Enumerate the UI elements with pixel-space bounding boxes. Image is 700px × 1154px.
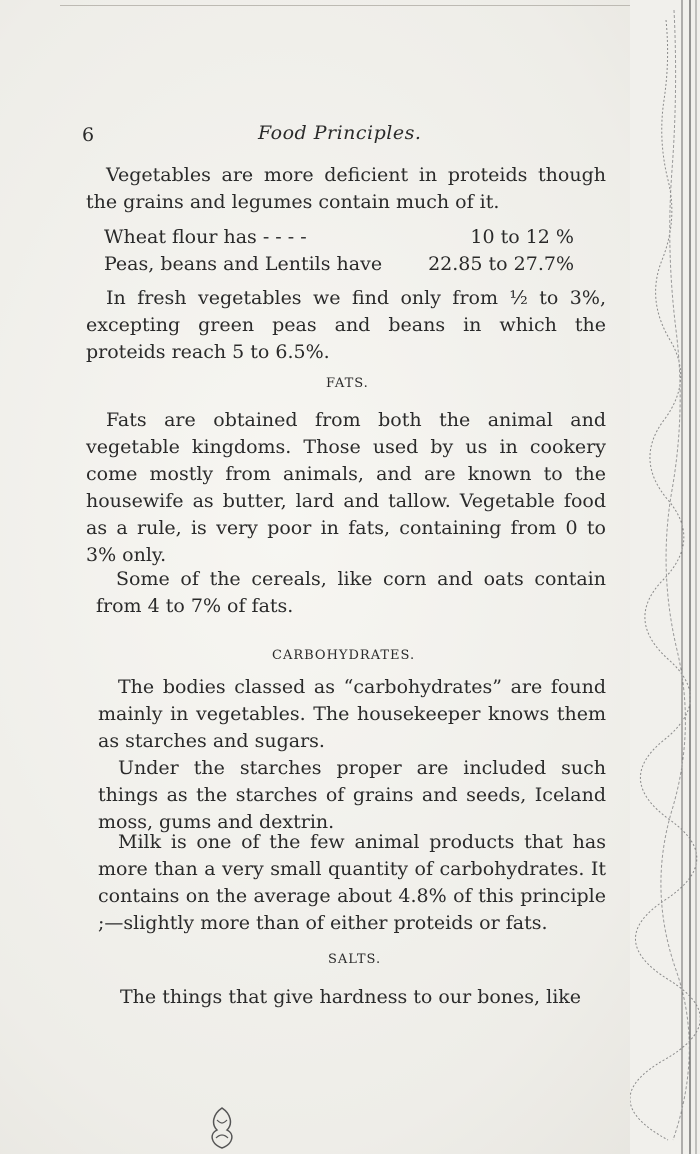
paragraph-text: Vegetables are more deficient in proteids though the grains and legumes contain much of it. bbox=[86, 164, 606, 213]
paragraph-text: Fats are obtained from both the animal and vegetable kingdoms. Those used by us in cookery come mostly from animals, and are known to the housewife as butter, lard and tallow. Vegetable food as a rule, is very poor in fats, containing from 0 to 3% only. bbox=[86, 409, 606, 566]
paragraph-text: Under the starches proper are included such things as the starches of grains and seeds, Iceland moss, gums and dextrin. bbox=[98, 757, 606, 833]
paragraph-carbo-3 bbox=[98, 829, 606, 937]
table-label: Wheat flour has - - - - bbox=[104, 226, 307, 248]
table-value: 22.85 to 27.7% bbox=[428, 253, 574, 275]
proteid-table bbox=[104, 224, 574, 278]
binding-gutter bbox=[630, 0, 700, 1154]
section-heading-carbohydrates: CARBOHYDRATES. bbox=[272, 648, 416, 663]
paragraph-text: Milk is one of the few animal products that has more than a very small quantity of carbohydrates. It contains on the average about 4.8% of this principle ;—slightly more than of either proteids or fats. bbox=[98, 831, 606, 934]
paragraph-text: In fresh vegetables we find only from ½ to 3%, excepting green peas and beans in which the proteids reach 5 to 6.5%. bbox=[86, 287, 606, 363]
running-head: Food Principles. bbox=[258, 122, 422, 144]
paragraph-proteids-vegetables bbox=[86, 162, 606, 216]
table-row bbox=[104, 251, 574, 278]
paragraph-carbo-2 bbox=[98, 755, 606, 836]
table-label: Peas, beans and Lentils have bbox=[104, 253, 383, 275]
section-heading-salts: SALTS. bbox=[328, 952, 382, 967]
paragraph-fresh-vegetables bbox=[86, 285, 606, 366]
paragraph-fats-1 bbox=[86, 407, 606, 569]
paragraph-salts-1 bbox=[100, 984, 606, 1011]
paragraph-text: The things that give hardness to our bones, like bbox=[120, 986, 582, 1008]
paragraph-fats-2 bbox=[96, 566, 606, 620]
printer-ornament-icon bbox=[205, 1106, 239, 1150]
table-value: 10 to 12 % bbox=[470, 226, 574, 248]
page-number: 6 bbox=[82, 124, 95, 146]
paragraph-text: The bodies classed as “carbohydrates” are found mainly in vegetables. The housekeeper knows them as starches and sugars. bbox=[98, 676, 606, 752]
top-edge-rule bbox=[60, 5, 640, 6]
section-heading-fats: FATS. bbox=[326, 376, 369, 391]
paragraph-carbo-1 bbox=[98, 674, 606, 755]
paragraph-text: Some of the cereals, like corn and oats contain from 4 to 7% of fats. bbox=[96, 568, 606, 617]
table-row bbox=[104, 224, 574, 251]
